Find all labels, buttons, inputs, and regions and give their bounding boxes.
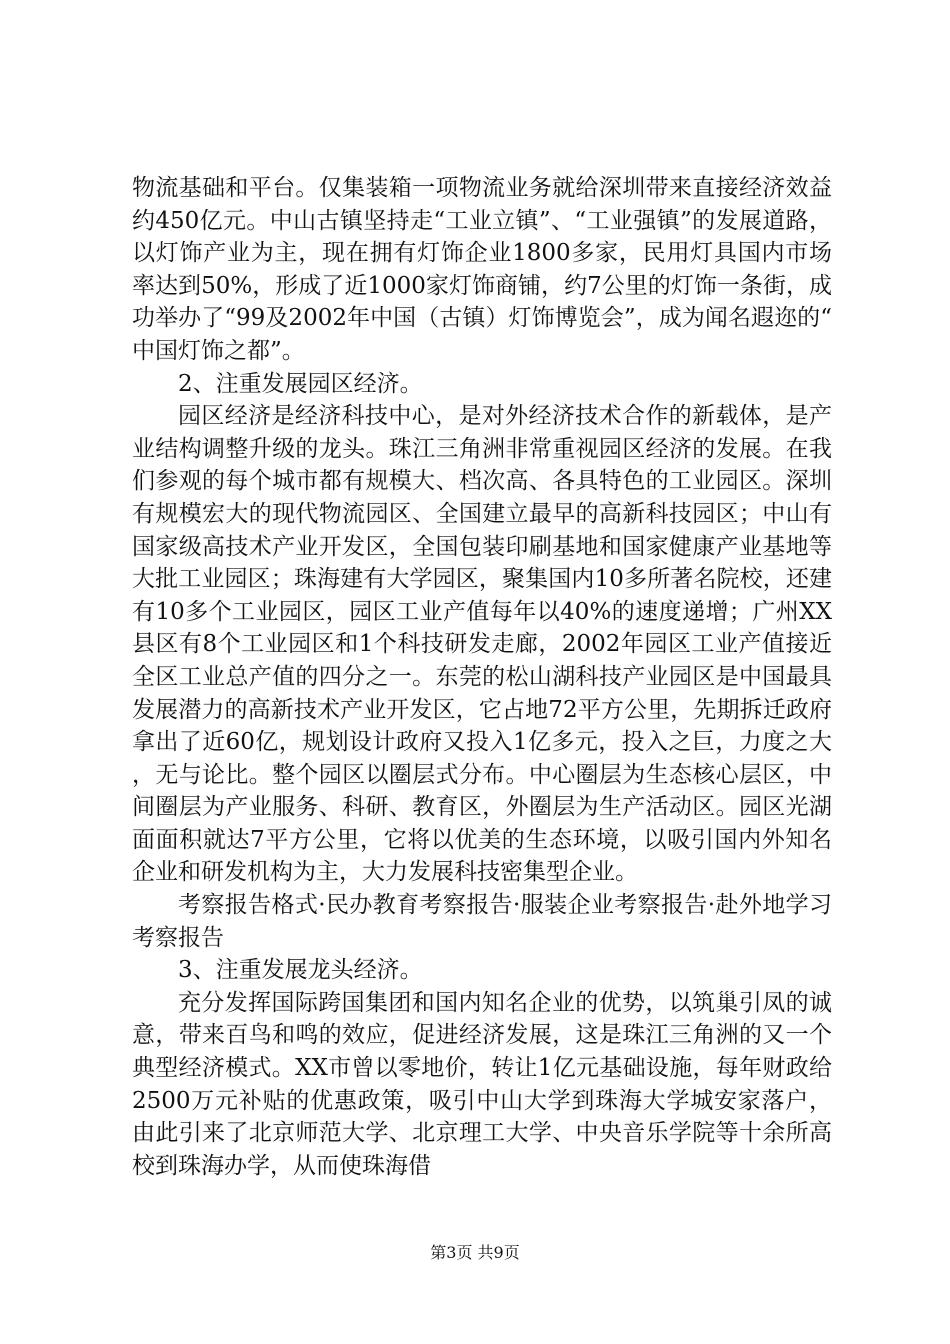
document-body xyxy=(132,172,832,1182)
page-number-footer: 第3页 共9页 xyxy=(430,1243,520,1262)
related-links-line: 考察报告格式·民办教育考察报告·服装企业考察报告·赴外地学习考察报告 xyxy=(132,892,832,951)
heading-park-economy: 2、注重发展园区经济。 xyxy=(178,370,423,397)
paragraph-park-economy: 园区经济是经济科技中心，是对外经济技术合作的新载体，是产业结构调整升级的龙头。珠江三角洲非常重视园区经济的发展。在我们参观的每个城市都有规模大、档次高、各具特色的工业园区。深圳有规模宏大的现代物流园区、全国建立最早的高新科技园区；中山有国家级高技术产业开发区，全国包装印刷基地和国家健康产业基地等大批工业园区；珠海建有大学园区，聚集国内10多所著名院校，还建有10多个工业园区，园区工业产值每年以40%的速度递增；广州XX县区有8个工业园区和1个科技研发走廊，2002年园区工业产值接近全区工业总产值的四分之一。东莞的松山湖科技产业园区是中国最具发展潜力的高新技术产业开发区，它占地72平方公里，先期拆迁政府拿出了近60亿，规划设计政府又投入1亿多元，投入之巨，力度之大，无与论比。整个园区以圈层式分布。中心圈层为生态核心层区，中间圈层为产业服务、科研、教育区，外圈层为生产活动区。园区光湖面面积就达7平方公里，它将以优美的生态环境，以吸引国内外知名企业和研发机构为主，大力发展科技密集型企业。 xyxy=(132,403,832,886)
paragraph-logistics: 物流基础和平台。仅集装箱一项物流业务就给深圳带来直接经济效益约450亿元。中山古镇坚持走“工业立镇”、“工业强镇”的发展道路，以灯饰产业为主，现在拥有灯饰企业1800多家，民用灯具国内市场率达到50%，形成了近1000家灯饰商铺，约7公里的灯饰一条街，成功举办了“99及2002年中国（古镇）灯饰博览会”，成为闻名遐迩的“中国灯饰之都”。 xyxy=(132,175,832,364)
heading-leading-economy: 3、注重发展龙头经济。 xyxy=(178,957,423,984)
paragraph-leading-economy: 充分发挥国际跨国集团和国内知名企业的优势，以筑巢引凤的诚意，带来百鸟和鸣的效应，促进经济发展，这是珠江三角洲的又一个典型经济模式。XX市曾以零地价，转让1亿元基础设施，每年财政给2500万元补贴的优惠政策，吸引中山大学到珠海大学城安家落户，由此引来了北京师范大学、北京理工大学、中央音乐学院等十余所高校到珠海办学，从而使珠海借 xyxy=(132,989,832,1179)
